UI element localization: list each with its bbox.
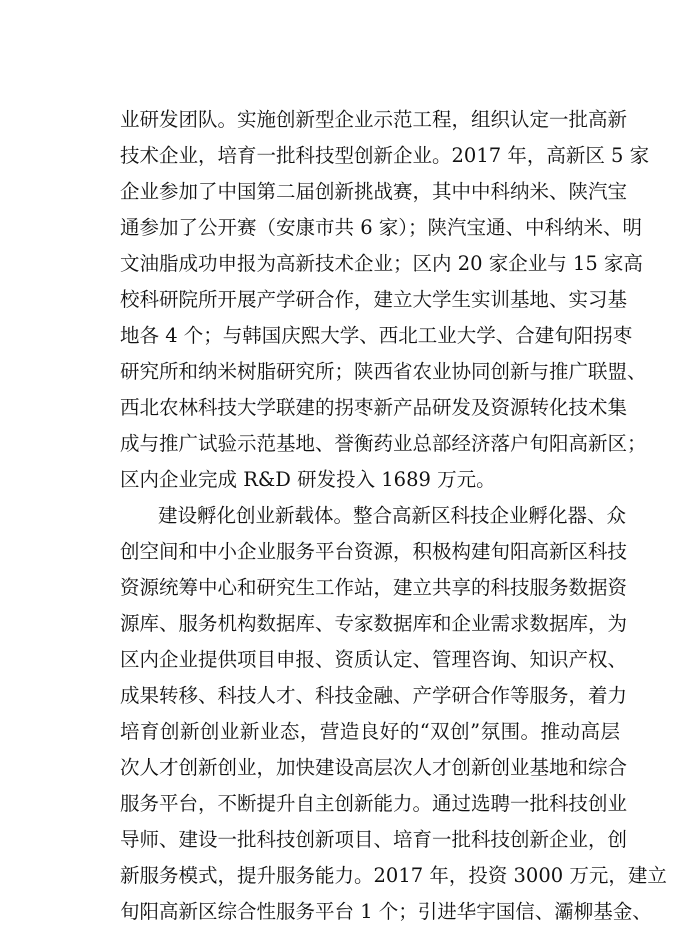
text-line: 建设孵化创业新载体。整合高新区科技企业孵化器、众 xyxy=(158,504,627,527)
text-line: 研究所和纳米树脂研究所；陕西省农业协同创新与推广联盟、 xyxy=(120,360,647,383)
text-line: 通参加了公开赛（安康市共 6 家）；陕汽宝通、中科纳米、明 xyxy=(120,216,643,239)
text-line: 新服务模式，提升服务能力。2017 年，投资 3000 万元，建立 xyxy=(120,864,667,887)
text-line: 区内企业提供项目申报、资质认定、管理咨询、知识产权、 xyxy=(120,648,628,671)
text-line: 技术企业，培育一批科技型创新企业。2017 年，高新区 5 家 xyxy=(120,144,650,167)
text-line: 地各 4 个；与韩国庆熙大学、西北工业大学、合建旬阳拐枣 xyxy=(120,324,633,347)
text-line: 培育创新创业新业态，营造良好的“双创”氛围。推动高层 xyxy=(120,720,620,743)
text-line: 区内企业完成 R&D 研发投入 1689 万元。 xyxy=(120,468,496,491)
text-line: 资源统筹中心和研究生工作站，建立共享的科技服务数据资 xyxy=(120,576,628,599)
text-line: 成与推广试验示范基地、誉衡药业总部经济落户旬阳高新区； xyxy=(120,432,647,455)
text-line: 成果转移、科技人才、科技金融、产学研合作等服务，着力 xyxy=(120,684,628,707)
text-line: 文油脂成功申报为高新技术企业；区内 20 家企业与 15 家高 xyxy=(120,252,643,275)
text-line: 次人才创新创业，加快建设高层次人才创新创业基地和综合 xyxy=(120,756,628,779)
text-line: 导师、建设一批科技创新项目、培育一批科技创新企业，创 xyxy=(120,828,628,851)
text-line: 源库、服务机构数据库、专家数据库和企业需求数据库，为 xyxy=(120,612,628,635)
text-line: 创空间和中小企业服务平台资源，积极构建旬阳高新区科技 xyxy=(120,540,628,563)
text-line: 旬阳高新区综合性服务平台 1 个；引进华宇国信、灞柳基金、 xyxy=(120,900,652,923)
text-line: 业研发团队。实施创新型企业示范工程，组织认定一批高新 xyxy=(120,108,628,131)
text-line: 西北农林科技大学联建的拐枣新产品研发及资源转化技术集 xyxy=(120,396,628,419)
text-line: 企业参加了中国第二届创新挑战赛，其中中科纳米、陕汽宝 xyxy=(120,180,628,203)
text-line: 校科研院所开展产学研合作，建立大学生实训基地、实习基 xyxy=(120,288,628,311)
text-line: 服务平台，不断提升自主创新能力。通过选聘一批科技创业 xyxy=(120,792,628,815)
